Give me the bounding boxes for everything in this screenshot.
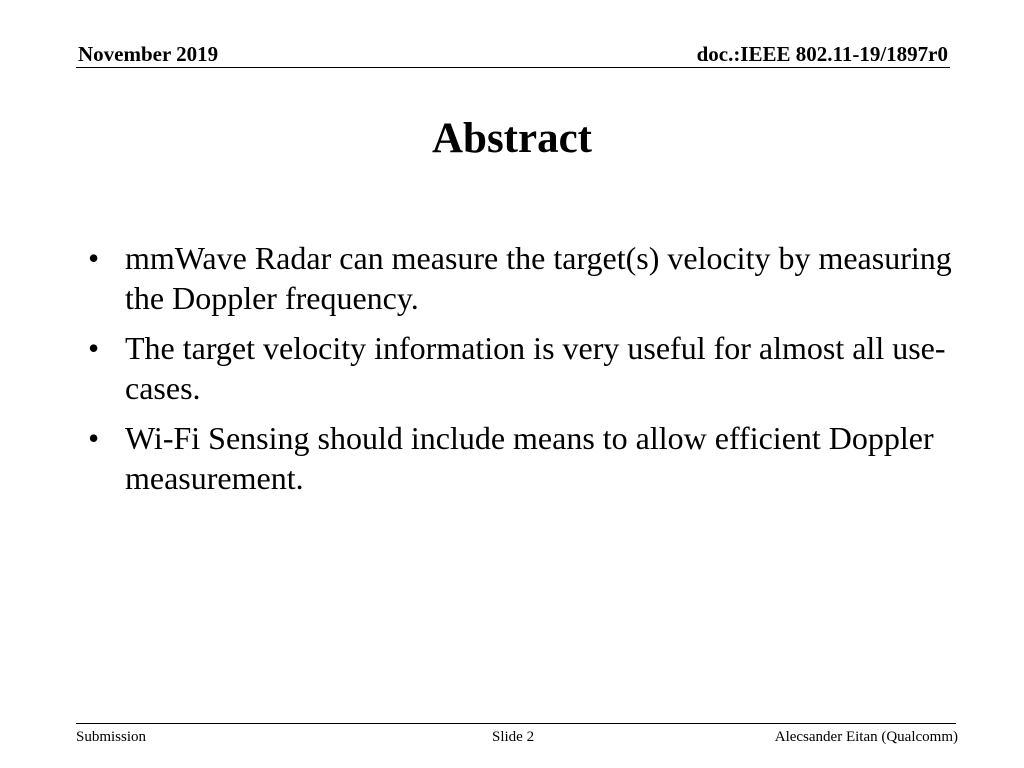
bullet-dot-icon: • xyxy=(88,240,100,276)
bullet-text: mmWave Radar can measure the target(s) velocity by measuring the Doppler frequency. xyxy=(125,240,952,316)
footer-author: Alecsander Eitan (Qualcomm) xyxy=(774,729,958,745)
bullet-text: The target velocity information is very useful for almost all use-cases. xyxy=(125,330,946,406)
footer-slide-number: Slide 2 xyxy=(492,729,535,745)
bullet-list xyxy=(88,238,958,508)
bullet-item xyxy=(88,238,958,318)
header-divider xyxy=(76,67,950,68)
bullet-dot-icon: • xyxy=(88,420,100,456)
slide-title: Abstract xyxy=(431,115,592,162)
footer-submission: Submission xyxy=(76,729,147,745)
bullet-item xyxy=(88,418,958,498)
bullet-dot-icon: • xyxy=(88,330,100,366)
header-date: November 2019 xyxy=(78,42,219,66)
bullet-item xyxy=(88,328,958,408)
bullet-text: Wi-Fi Sensing should include means to allow efficient Doppler measurement. xyxy=(125,420,934,496)
footer-divider xyxy=(76,723,956,724)
header-doc-id: doc.:IEEE 802.11-19/1897r0 xyxy=(696,42,948,66)
